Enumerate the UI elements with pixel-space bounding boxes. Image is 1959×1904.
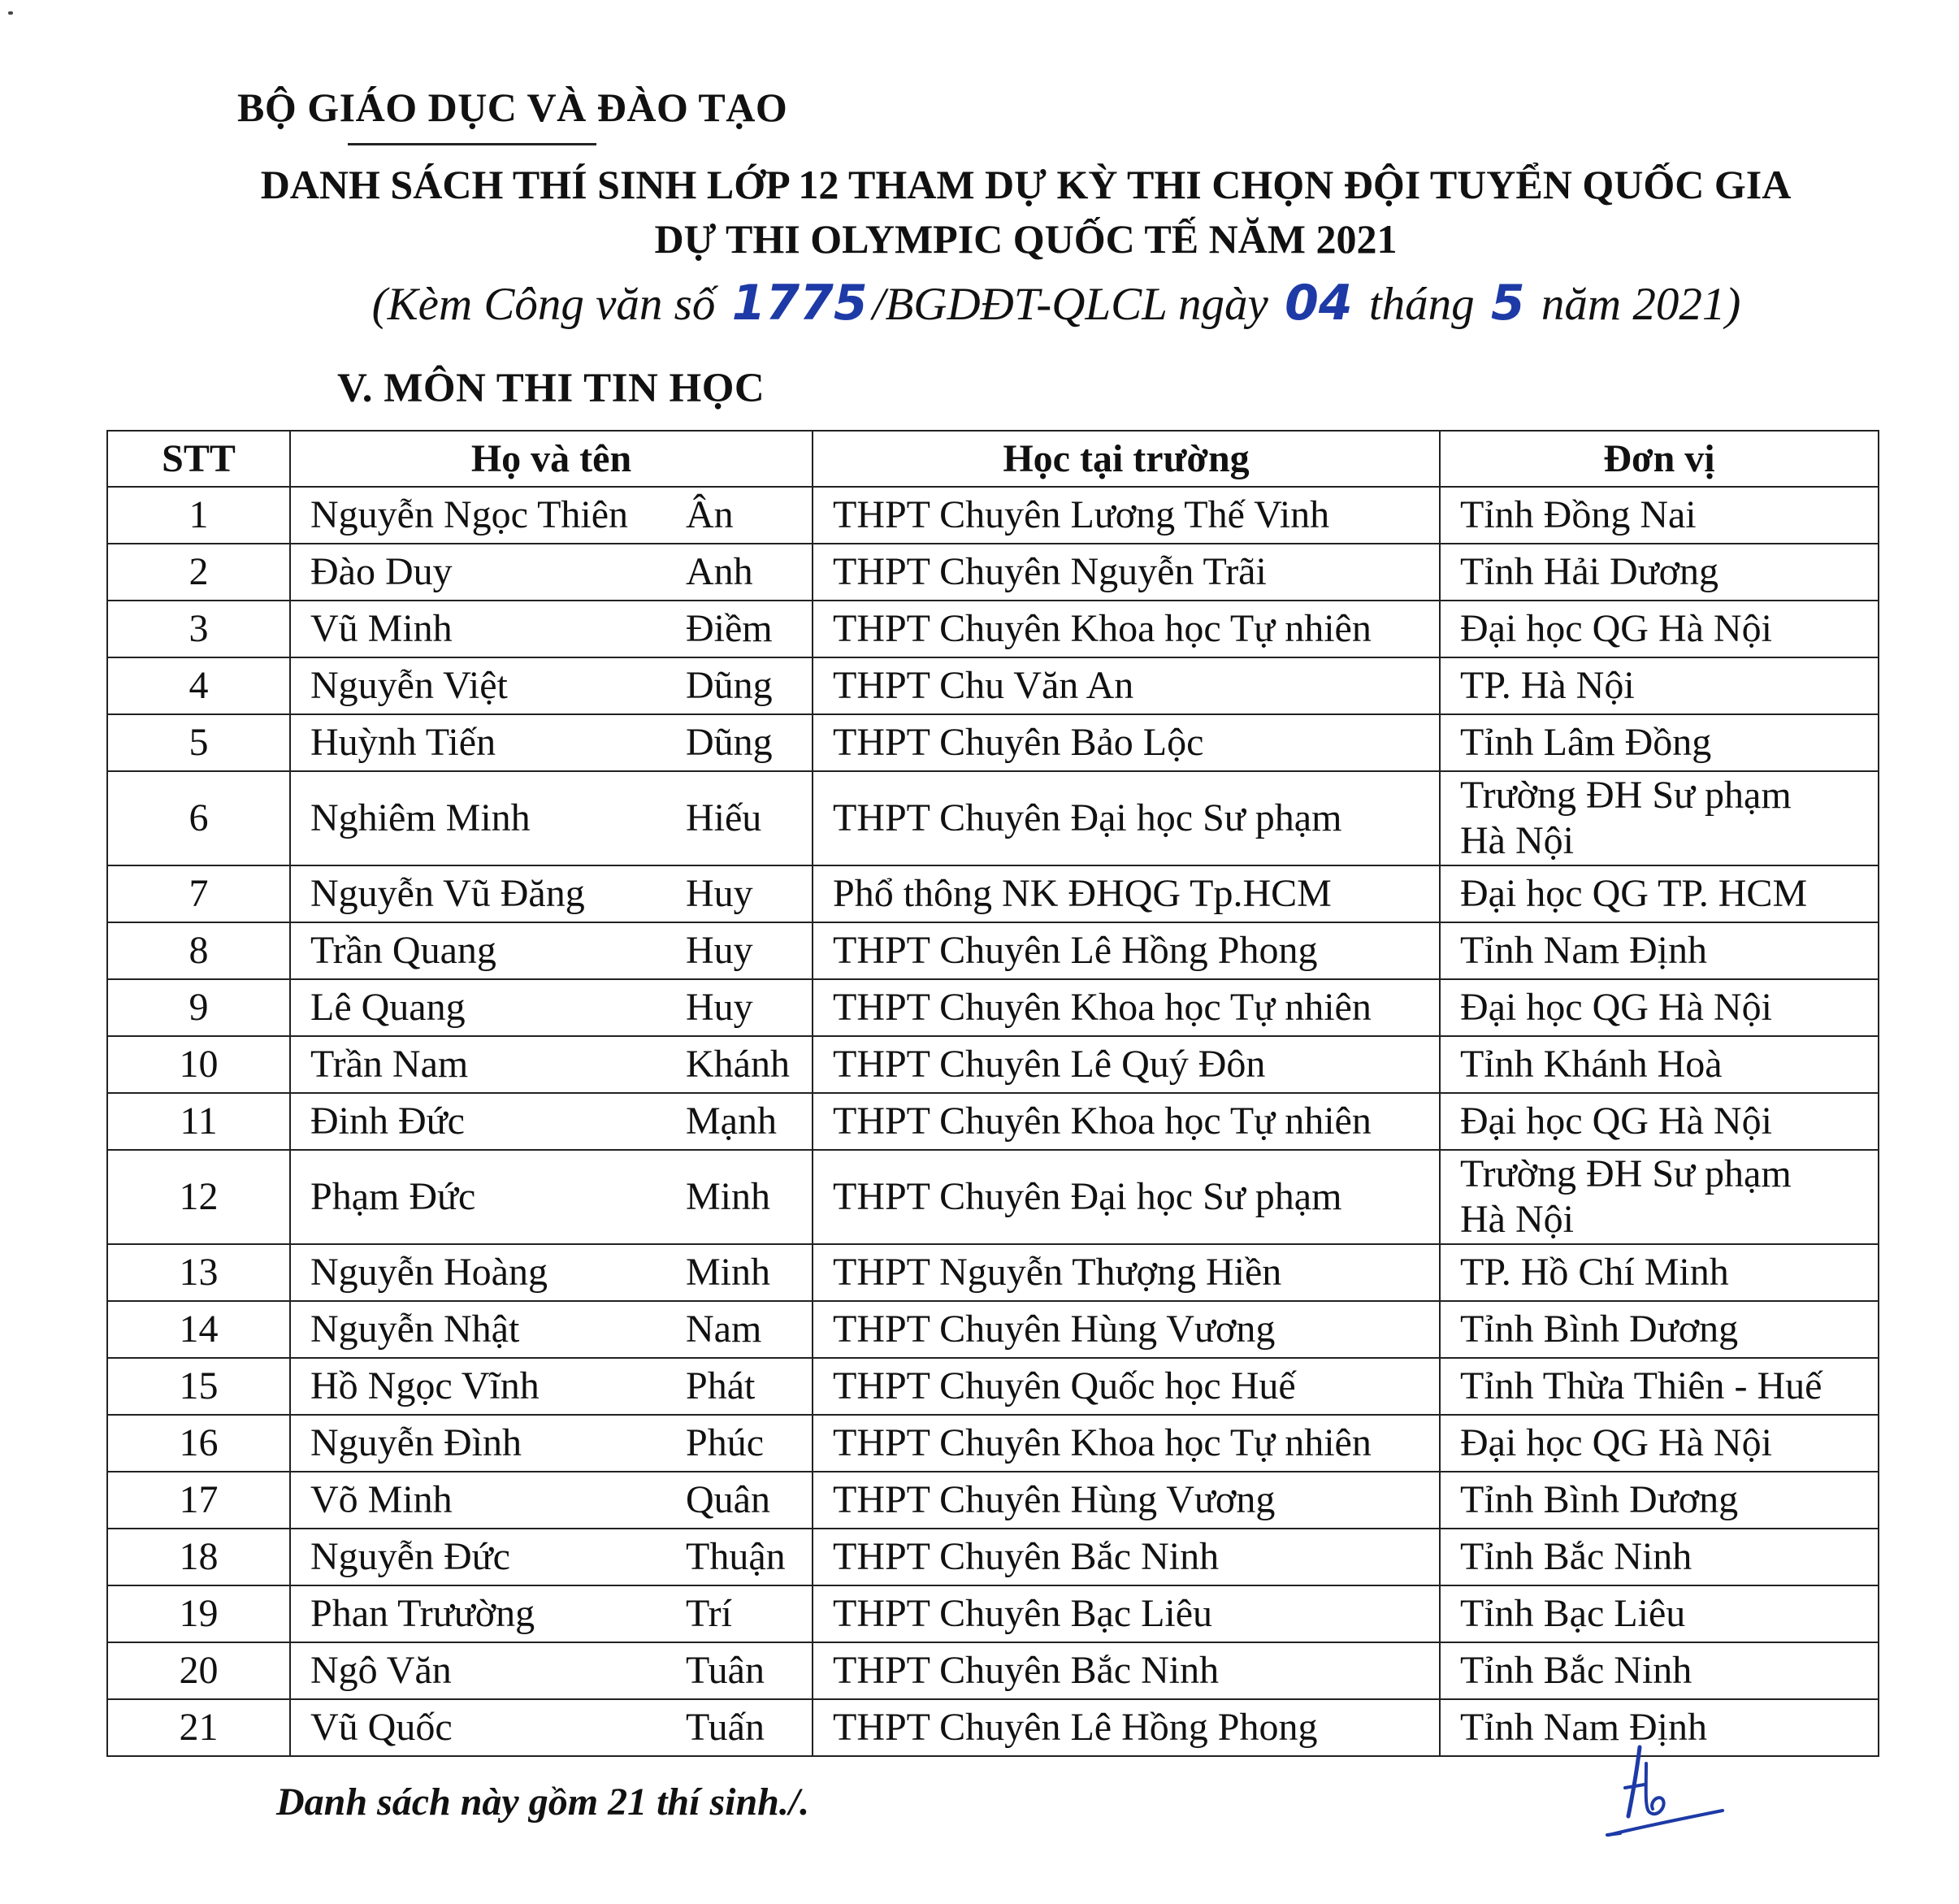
header-school: Học tại trường	[813, 431, 1440, 487]
row-first-name: Dũng	[686, 721, 773, 764]
name-wrapper	[310, 720, 812, 766]
row-school: THPT Chuyên Lê Quý Đôn	[813, 1036, 1440, 1093]
year-label: năm 2021)	[1541, 279, 1741, 330]
row-last-name: Nguyễn Đình	[310, 1421, 522, 1464]
table-row	[107, 1472, 1879, 1529]
row-stt: 10	[107, 1036, 290, 1093]
row-last-name: Trần Quang	[310, 929, 496, 972]
row-stt: 2	[107, 544, 290, 601]
name-wrapper	[310, 1420, 812, 1466]
name-wrapper	[310, 985, 812, 1030]
row-full-name	[290, 601, 813, 657]
row-unit: Đại học QG Hà Nội	[1440, 1093, 1879, 1150]
row-stt: 1	[107, 487, 290, 544]
table-row	[107, 1642, 1879, 1699]
table-row	[107, 1415, 1879, 1472]
row-school: THPT Chuyên Khoa học Tự nhiên	[813, 1093, 1440, 1150]
row-last-name: Phạm Đức	[310, 1175, 476, 1218]
header-unit: Đơn vị	[1440, 431, 1879, 487]
reference-open: (Kèm Công văn số	[371, 279, 716, 330]
document-title-line1: DANH SÁCH THÍ SINH LỚP 12 THAM DỰ KỲ THI CHỌN ĐỘI TUYỂN QUỐC GIA	[260, 162, 1792, 207]
reference-code: /BGDĐT-QLCL ngày	[872, 279, 1268, 330]
table-row	[107, 1301, 1879, 1358]
row-last-name: Huỳnh Tiến	[310, 721, 496, 764]
row-unit: Tỉnh Bắc Ninh	[1440, 1529, 1879, 1585]
row-last-name: Hồ Ngọc Vĩnh	[310, 1364, 540, 1407]
row-last-name: Nguyễn Hoàng	[310, 1251, 548, 1294]
row-unit: Tỉnh Thừa Thiên - Huế	[1440, 1358, 1879, 1415]
row-full-name	[290, 1244, 813, 1301]
row-full-name	[290, 1150, 813, 1244]
row-school: THPT Chuyên Quốc học Huế	[813, 1358, 1440, 1415]
name-wrapper	[310, 796, 812, 841]
name-wrapper	[310, 871, 812, 917]
name-wrapper	[310, 1099, 812, 1144]
table-header-row	[107, 431, 1879, 487]
row-unit: Tỉnh Lâm Đồng	[1440, 714, 1879, 771]
row-unit: Tỉnh Khánh Hoà	[1440, 1036, 1879, 1093]
row-full-name	[290, 1358, 813, 1415]
row-last-name: Nguyễn Ngọc Thiên	[310, 493, 629, 536]
handwritten-doc-number: 1775	[731, 275, 868, 332]
table-row	[107, 865, 1879, 922]
header-name: Họ và tên	[290, 431, 813, 487]
row-full-name	[290, 714, 813, 771]
signature-icon	[1593, 1731, 1731, 1845]
row-full-name	[290, 922, 813, 979]
row-stt: 12	[107, 1150, 290, 1244]
row-full-name	[290, 487, 813, 544]
name-wrapper	[310, 492, 812, 538]
row-last-name: Vũ Quốc	[310, 1706, 453, 1749]
row-school: THPT Chuyên Bắc Ninh	[813, 1529, 1440, 1585]
candidate-table	[106, 430, 1879, 1757]
row-full-name	[290, 1093, 813, 1150]
row-last-name: Lê Quang	[310, 986, 466, 1029]
row-unit: Trường ĐH Sư phạm Hà Nội	[1440, 771, 1879, 865]
row-last-name: Nguyễn Vũ Đăng	[310, 872, 585, 915]
table-row	[107, 979, 1879, 1036]
row-full-name	[290, 1472, 813, 1529]
row-last-name: Nghiêm Minh	[310, 796, 531, 839]
row-school: THPT Chuyên Lê Hồng Phong	[813, 922, 1440, 979]
row-stt: 18	[107, 1529, 290, 1585]
row-school: THPT Chuyên Bảo Lộc	[813, 714, 1440, 771]
name-wrapper	[310, 1534, 812, 1580]
name-wrapper	[310, 1591, 812, 1637]
row-school: THPT Chuyên Bạc Liêu	[813, 1585, 1440, 1642]
row-first-name: Trí	[686, 1592, 732, 1635]
row-first-name: Quân	[686, 1478, 770, 1521]
row-last-name: Nguyễn Việt	[310, 664, 508, 707]
row-school: THPT Chuyên Khoa học Tự nhiên	[813, 979, 1440, 1036]
row-unit: Tỉnh Hải Dương	[1440, 544, 1879, 601]
row-last-name: Ngô Văn	[310, 1649, 452, 1692]
row-stt: 8	[107, 922, 290, 979]
row-school: THPT Chuyên Nguyễn Trãi	[813, 544, 1440, 601]
document-reference	[0, 271, 1959, 337]
row-stt: 21	[107, 1699, 290, 1756]
row-last-name: Đào Duy	[310, 550, 453, 593]
row-stt: 19	[107, 1585, 290, 1642]
row-full-name	[290, 1529, 813, 1585]
row-full-name	[290, 771, 813, 865]
name-wrapper	[310, 663, 812, 709]
table-row	[107, 657, 1879, 714]
row-last-name: Nguyễn Đức	[310, 1535, 510, 1578]
row-first-name: Điềm	[686, 607, 773, 650]
ministry-underline	[348, 143, 596, 145]
table-row	[107, 1358, 1879, 1415]
row-stt: 6	[107, 771, 290, 865]
row-first-name: Minh	[686, 1251, 771, 1294]
row-first-name: Phát	[686, 1364, 756, 1407]
row-school: THPT Chuyên Đại học Sư phạm	[813, 771, 1440, 865]
row-first-name: Khánh	[686, 1043, 790, 1086]
row-first-name: Ân	[686, 493, 734, 536]
row-first-name: Nam	[686, 1308, 762, 1351]
row-full-name	[290, 1585, 813, 1642]
row-school: THPT Chuyên Lương Thế Vinh	[813, 487, 1440, 544]
table-row	[107, 1093, 1879, 1150]
row-school: Phổ thông NK ĐHQG Tp.HCM	[813, 865, 1440, 922]
row-unit: Đại học QG Hà Nội	[1440, 1415, 1879, 1472]
handwritten-month: 5	[1490, 275, 1525, 332]
document-title-line2: DỰ THI OLYMPIC QUỐC TẾ NĂM 2021	[654, 216, 1398, 262]
name-wrapper	[310, 606, 812, 652]
footer-note: Danh sách này gồm 21 thí sinh./.	[276, 1780, 810, 1824]
row-first-name: Mạnh	[686, 1099, 777, 1143]
ministry-name: BỘ GIÁO DỤC VÀ ĐÀO TẠO	[237, 85, 788, 130]
row-last-name: Vũ Minh	[310, 607, 453, 650]
row-unit: TP. Hà Nội	[1440, 657, 1879, 714]
row-stt: 11	[107, 1093, 290, 1150]
header-stt: STT	[107, 431, 290, 487]
row-unit: Tỉnh Nam Định	[1440, 922, 1879, 979]
name-wrapper	[310, 1250, 812, 1295]
row-school: THPT Chuyên Khoa học Tự nhiên	[813, 1415, 1440, 1472]
row-unit: Tỉnh Bình Dương	[1440, 1472, 1879, 1529]
name-wrapper	[310, 1174, 812, 1220]
row-school: THPT Chuyên Bắc Ninh	[813, 1642, 1440, 1699]
row-last-name: Phan Trưường	[310, 1592, 535, 1635]
row-first-name: Tuân	[686, 1649, 765, 1692]
row-unit: Đại học QG TP. HCM	[1440, 865, 1879, 922]
row-full-name	[290, 865, 813, 922]
row-first-name: Huy	[686, 986, 753, 1029]
row-unit: Tỉnh Bạc Liêu	[1440, 1585, 1879, 1642]
row-unit: Tỉnh Bình Dương	[1440, 1301, 1879, 1358]
row-stt: 5	[107, 714, 290, 771]
row-last-name: Nguyễn Nhật	[310, 1308, 520, 1351]
name-wrapper	[310, 1705, 812, 1750]
table-row	[107, 544, 1879, 601]
row-last-name: Trần Nam	[310, 1043, 469, 1086]
month-label: tháng	[1368, 279, 1475, 330]
row-first-name: Phúc	[686, 1421, 764, 1464]
row-first-name: Huy	[686, 872, 753, 915]
row-unit: Trường ĐH Sư phạm Hà Nội	[1440, 1150, 1879, 1244]
row-full-name	[290, 979, 813, 1036]
row-stt: 15	[107, 1358, 290, 1415]
row-school: THPT Chuyên Khoa học Tự nhiên	[813, 601, 1440, 657]
row-stt: 4	[107, 657, 290, 714]
table-row	[107, 1150, 1879, 1244]
row-unit: Tỉnh Nam Định	[1440, 1699, 1879, 1756]
row-school: THPT Chuyên Hùng Vương	[813, 1472, 1440, 1529]
row-unit: Đại học QG Hà Nội	[1440, 979, 1879, 1036]
row-first-name: Dũng	[686, 664, 773, 707]
table-row	[107, 1585, 1879, 1642]
row-last-name: Võ Minh	[310, 1478, 453, 1521]
row-unit: Đại học QG Hà Nội	[1440, 601, 1879, 657]
scan-speck	[8, 11, 13, 15]
row-school: THPT Chuyên Lê Hồng Phong	[813, 1699, 1440, 1756]
table-row	[107, 1244, 1879, 1301]
row-first-name: Huy	[686, 929, 753, 972]
table-row	[107, 1529, 1879, 1585]
table-row	[107, 487, 1879, 544]
row-school: THPT Chu Văn An	[813, 657, 1440, 714]
row-stt: 20	[107, 1642, 290, 1699]
name-wrapper	[310, 1477, 812, 1523]
row-stt: 7	[107, 865, 290, 922]
row-stt: 16	[107, 1415, 290, 1472]
table-row	[107, 601, 1879, 657]
handwritten-day: 04	[1285, 275, 1353, 332]
row-full-name	[290, 1415, 813, 1472]
row-stt: 13	[107, 1244, 290, 1301]
name-wrapper	[310, 549, 812, 595]
row-full-name	[290, 1301, 813, 1358]
row-full-name	[290, 544, 813, 601]
row-stt: 9	[107, 979, 290, 1036]
row-school: THPT Chuyên Đại học Sư phạm	[813, 1150, 1440, 1244]
row-full-name	[290, 1036, 813, 1093]
row-school: THPT Chuyên Hùng Vương	[813, 1301, 1440, 1358]
table-row	[107, 714, 1879, 771]
table-body	[107, 487, 1879, 1756]
row-first-name: Thuận	[686, 1535, 786, 1578]
name-wrapper	[310, 928, 812, 974]
section-heading: V. MÔN THI TIN HỌC	[337, 366, 765, 411]
table-row	[107, 1036, 1879, 1093]
name-wrapper	[310, 1042, 812, 1087]
row-stt: 3	[107, 601, 290, 657]
row-unit: TP. Hồ Chí Minh	[1440, 1244, 1879, 1301]
row-stt: 17	[107, 1472, 290, 1529]
row-full-name	[290, 1642, 813, 1699]
row-first-name: Anh	[686, 550, 753, 593]
row-unit: Tỉnh Bắc Ninh	[1440, 1642, 1879, 1699]
row-first-name: Minh	[686, 1175, 771, 1218]
table-row	[107, 771, 1879, 865]
row-last-name: Đinh Đức	[310, 1099, 465, 1143]
name-wrapper	[310, 1307, 812, 1352]
row-first-name: Hiếu	[686, 796, 762, 839]
row-unit: Tỉnh Đồng Nai	[1440, 487, 1879, 544]
row-first-name: Tuấn	[686, 1706, 765, 1749]
row-full-name	[290, 1699, 813, 1756]
name-wrapper	[310, 1364, 812, 1409]
row-school: THPT Nguyễn Thượng Hiền	[813, 1244, 1440, 1301]
table-row	[107, 922, 1879, 979]
name-wrapper	[310, 1648, 812, 1694]
row-full-name	[290, 657, 813, 714]
row-stt: 14	[107, 1301, 290, 1358]
